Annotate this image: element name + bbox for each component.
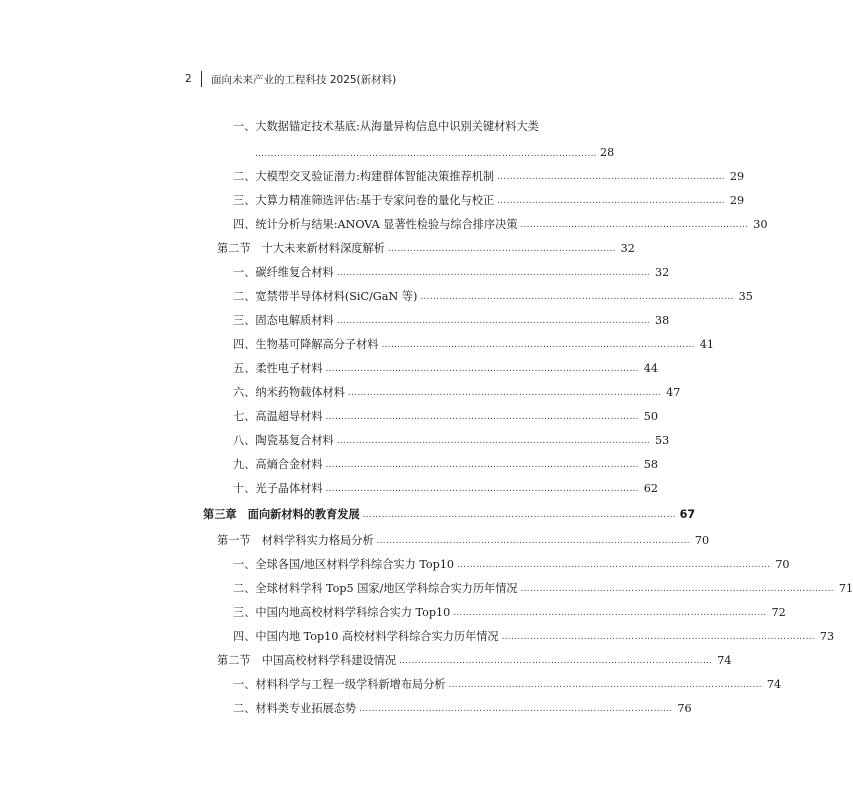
toc-entry-page: 44 [643, 362, 659, 375]
toc-entry-title: 七、高温超导材料 [233, 410, 323, 423]
toc-entry-title: 一、碳纤维复合材料 [233, 266, 334, 279]
toc-entry-page: 47 [666, 386, 681, 399]
toc-entry-page: 35 [738, 290, 753, 303]
toc-entry [233, 356, 659, 376]
toc-entry-title: 三、中国内地高校材料学科综合实力 Top10 [233, 606, 451, 619]
toc-entry-title: 二、大模型交叉验证潜力:构建群体智能决策推荐机制 [233, 170, 495, 183]
header-divider [201, 71, 202, 87]
toc-entry-title: 四、统计分析与结果:ANOVA 显著性检验与综合排序决策 [233, 218, 518, 231]
toc-entry [233, 212, 768, 232]
toc-entry-page: 67 [679, 508, 696, 521]
toc-entry [233, 188, 745, 208]
leader-dots: ……………………………………………………………………………………… [336, 268, 651, 278]
leader-dots: ……………………………………………………………………………………… [359, 704, 673, 714]
toc-entry-title: 第二节 中国高校材料学科建设情况 [217, 654, 397, 667]
toc-entry-page: 71 [838, 582, 853, 595]
leader-dots: ……………………………………………………………………………………… [325, 412, 640, 422]
toc-entry-title: 四、生物基可降解高分子材料 [233, 338, 379, 351]
toc-entry-page: 58 [643, 458, 659, 471]
toc-entry-title: 四、中国内地 Top10 高校材料学科综合实力历年情况 [233, 630, 499, 643]
toc-entry-title: 一、全球各国/地区材料学科综合实力 Top10 [233, 558, 455, 571]
leader-dots: ……………………………………………………………… [497, 172, 726, 182]
leader-dots: ……………………………………………………………………………………… [453, 608, 767, 618]
leader-dots: ……………………………………………………………………………………… [381, 340, 695, 350]
toc-entry-title: 二、全球材料学科 Top5 国家/地区学科综合实力历年情况 [233, 582, 518, 595]
toc-entry-page: 62 [643, 482, 659, 495]
leader-dots: ……………………………………………………………… [387, 244, 616, 254]
toc-entry [233, 260, 670, 280]
toc-entry-title: 二、材料类专业拓展态势 [233, 702, 357, 715]
toc-entry-page: 53 [654, 434, 670, 447]
toc-section [217, 528, 710, 548]
leader-dots: ……………………………………………………………… [520, 220, 749, 230]
toc-entry-page: 76 [677, 702, 692, 715]
toc-entry-title: 二、宽禁带半导体材料(SiC/GaN 等) [233, 290, 418, 303]
toc-entry [233, 672, 782, 692]
toc-entry-page: 72 [771, 606, 786, 619]
toc-entry [233, 428, 670, 448]
toc-entry-title: 第一节 材料学科实力格局分析 [217, 534, 374, 547]
toc-entry [233, 600, 786, 620]
leader-dots: ……………………………………………………………………………………… [457, 560, 771, 570]
toc-chapter [203, 502, 696, 522]
leader-dots: ……………………………………………………………………………………… [520, 584, 835, 594]
toc-entry-title: 八、陶瓷基复合材料 [233, 434, 334, 447]
toc-entry-page: 32 [620, 242, 635, 255]
toc-entry-page: 70 [775, 558, 790, 571]
toc-entry-page: 74 [717, 654, 732, 667]
toc-entry-page: 28 [600, 146, 615, 159]
toc-entry-title: 五、柔性电子材料 [233, 362, 323, 375]
toc-entry-title: 十、光子晶体材料 [233, 482, 323, 495]
toc-entry [233, 696, 692, 716]
toc-section [217, 236, 635, 256]
leader-dots: ……………………………………………………………………………………… [376, 536, 691, 546]
toc-entry-page: 30 [753, 218, 768, 231]
leader-dots: ……………………………………………………………… [497, 196, 726, 206]
leader-dots: ……………………………………………………………………………………………… [255, 149, 597, 159]
toc-entry-page: 32 [654, 266, 670, 279]
running-header [185, 70, 396, 88]
leader-dots: ……………………………………………………………………………………… [325, 460, 640, 470]
page-number: 2 [185, 73, 192, 85]
leader-dots: ……………………………………………………………………………………… [336, 436, 651, 446]
toc-entry [233, 284, 753, 304]
toc-entry-title: 第三章 面向新材料的教育发展 [203, 508, 360, 521]
toc-entry-wrapped [233, 114, 597, 134]
toc-entry [233, 332, 714, 352]
toc-entry [233, 164, 745, 184]
toc-entry-title: 三、大算力精准筛选评估:基于专家问卷的量化与校正 [233, 194, 495, 207]
leader-dots: ……………………………………………………………………………………… [347, 388, 662, 398]
toc-entry [233, 380, 681, 400]
toc-entry [233, 576, 853, 596]
toc-entry-continuation [255, 143, 615, 159]
toc-entry-page: 29 [729, 170, 745, 183]
toc-entry-page: 41 [699, 338, 714, 351]
toc-entry-title: 第二节 十大未来新材料深度解析 [217, 242, 385, 255]
toc-entry-title: 一、材料科学与工程一级学科新增布局分析 [233, 678, 446, 691]
toc-entry-title: 一、大数据锚定技术基底:从海量异构信息中识别关键材料大类 [233, 120, 539, 133]
leader-dots: ……………………………………………………………………………………… [336, 316, 651, 326]
leader-dots: ……………………………………………………………………………………… [362, 510, 677, 520]
toc-entry [233, 476, 659, 496]
toc-entry [233, 404, 659, 424]
toc-entry-title: 三、固态电解质材料 [233, 314, 334, 327]
toc-entry [233, 308, 670, 328]
toc-entry-page: 38 [654, 314, 670, 327]
toc-entry-page: 74 [766, 678, 782, 691]
leader-dots: ……………………………………………………………………………………… [325, 364, 640, 374]
toc-entry-page: 29 [729, 194, 745, 207]
toc-entry-title: 九、高熵合金材料 [233, 458, 323, 471]
toc-entry [233, 552, 790, 572]
leader-dots: ……………………………………………………………………………………… [448, 680, 763, 690]
book-title: 面向未来产业的工程科技 2025(新材料) [211, 73, 397, 86]
toc-entry-title: 六、纳米药物载体材料 [233, 386, 345, 399]
leader-dots: ……………………………………………………………………………………… [399, 656, 713, 666]
leader-dots: ……………………………………………………………………………………… [420, 292, 734, 302]
toc-section [217, 648, 732, 668]
leader-dots: ……………………………………………………………………………………… [501, 632, 816, 642]
toc-entry [233, 624, 835, 644]
toc-entry-page: 50 [643, 410, 659, 423]
toc-entry-page: 73 [819, 630, 835, 643]
toc-entry-page: 70 [694, 534, 710, 547]
leader-dots: ……………………………………………………………………………………… [325, 484, 640, 494]
toc-entry [233, 452, 659, 472]
